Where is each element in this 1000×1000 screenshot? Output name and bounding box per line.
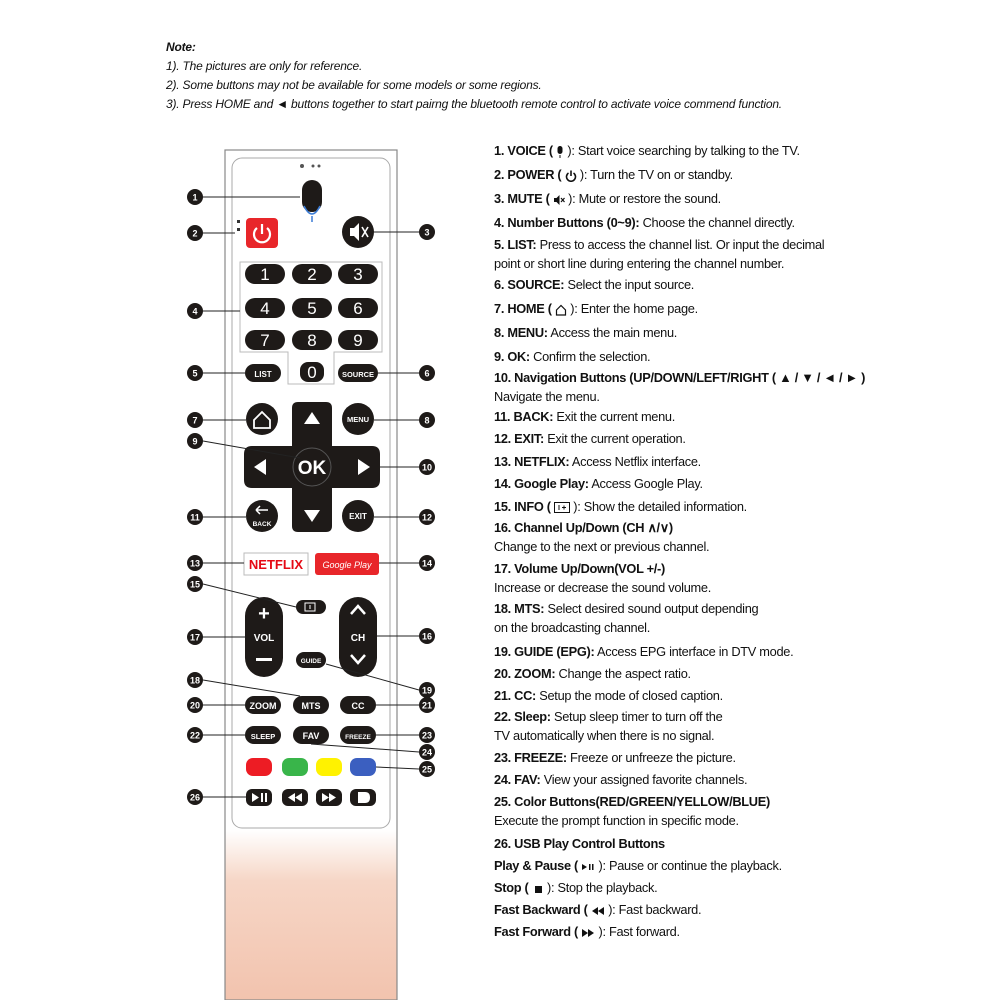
description-label: Fast Forward ( bbox=[494, 924, 578, 939]
description-item bbox=[494, 792, 770, 830]
green-button[interactable] bbox=[282, 758, 308, 776]
mute-icon bbox=[553, 194, 565, 206]
power-icon bbox=[565, 170, 577, 182]
description-label: 24. FAV: bbox=[494, 772, 541, 787]
callout-number: 21 bbox=[421, 700, 433, 711]
description-item bbox=[494, 770, 747, 789]
description-label: 1. VOICE ( bbox=[494, 143, 553, 158]
callout-number: 2 bbox=[192, 228, 198, 239]
svg-text:6: 6 bbox=[353, 299, 363, 318]
callout-badge bbox=[419, 628, 435, 644]
callout-badge bbox=[187, 189, 203, 205]
fast-backward-icon bbox=[591, 906, 605, 916]
description-text: Change the aspect ratio. bbox=[555, 666, 691, 681]
description-label: 4. Number Buttons (0~9): bbox=[494, 215, 640, 230]
svg-text:Google Play: Google Play bbox=[322, 560, 372, 570]
description-item bbox=[494, 452, 701, 471]
svg-text:7: 7 bbox=[260, 331, 270, 350]
fav-button[interactable] bbox=[293, 726, 329, 744]
description-text: Access Google Play. bbox=[588, 476, 703, 491]
callout-number: 22 bbox=[189, 730, 201, 741]
stop-icon bbox=[358, 792, 370, 803]
description-text: ): Mute or restore the sound. bbox=[568, 191, 721, 206]
description-text: Access Netflix interface. bbox=[569, 454, 701, 469]
callout-number: 26 bbox=[189, 792, 201, 803]
callout-badge bbox=[419, 761, 435, 777]
callout-badge bbox=[419, 459, 435, 475]
description-item bbox=[494, 299, 698, 318]
description-item bbox=[494, 474, 703, 493]
freeze-button[interactable] bbox=[340, 726, 376, 744]
description-label: 3. MUTE ( bbox=[494, 191, 550, 206]
home-icon bbox=[555, 304, 567, 316]
description-label: 23. FREEZE: bbox=[494, 750, 567, 765]
svg-text:OK: OK bbox=[297, 458, 327, 479]
description-text: ): Stop the playback. bbox=[546, 880, 658, 895]
description-label: 25. Color Buttons(RED/GREEN/YELLOW/BLUE) bbox=[494, 794, 770, 809]
description-text: point or short line during entering the channel number. bbox=[494, 256, 785, 271]
callout-badge bbox=[419, 682, 435, 698]
info-icon bbox=[554, 502, 570, 513]
description-text: ): Pause or continue the playback. bbox=[598, 858, 782, 873]
description-item bbox=[494, 748, 736, 767]
description-label: 12. EXIT: bbox=[494, 431, 544, 446]
callout-number: 15 bbox=[189, 579, 201, 590]
red-button[interactable] bbox=[246, 758, 272, 776]
description-label: 8. MENU: bbox=[494, 325, 548, 340]
description-label: 17. Volume Up/Down(VOL +/-) bbox=[494, 561, 665, 576]
description-item bbox=[494, 235, 824, 273]
ir-led bbox=[318, 165, 321, 168]
digit-button[interactable] bbox=[292, 298, 332, 318]
mute-button[interactable] bbox=[342, 216, 374, 248]
svg-text:SOURCE: SOURCE bbox=[341, 370, 375, 379]
svg-text:ZOOM: ZOOM bbox=[249, 701, 277, 711]
description-text: ): Turn the TV on or standby. bbox=[579, 167, 733, 182]
description-text: Change to the next or previous channel. bbox=[494, 539, 710, 554]
info-button[interactable] bbox=[296, 600, 326, 614]
callout-badge bbox=[187, 365, 203, 381]
description-text: Press to access the channel list. Or input the decimal bbox=[536, 237, 825, 252]
description-label: 2. POWER ( bbox=[494, 167, 562, 182]
callout-number: 24 bbox=[421, 747, 433, 758]
description-item bbox=[494, 275, 694, 294]
callout-number: 3 bbox=[424, 227, 430, 238]
description-item bbox=[494, 878, 657, 897]
zoom-button[interactable] bbox=[245, 696, 281, 714]
description-label: 11. BACK: bbox=[494, 409, 554, 424]
digit-button[interactable] bbox=[245, 264, 285, 284]
callout-number: 16 bbox=[421, 631, 433, 642]
description-text: ): Enter the home page. bbox=[570, 301, 698, 316]
play-pause-icon bbox=[581, 862, 595, 872]
description-item bbox=[494, 642, 793, 661]
description-item bbox=[494, 664, 691, 683]
svg-text:NETFLIX: NETFLIX bbox=[248, 557, 304, 572]
digit-button[interactable] bbox=[300, 362, 324, 382]
description-text: Navigate the menu. bbox=[494, 389, 600, 404]
description-item bbox=[494, 213, 795, 232]
cc-button[interactable] bbox=[340, 696, 376, 714]
svg-text:3: 3 bbox=[353, 265, 363, 284]
svg-text:VOL: VOL bbox=[253, 633, 275, 644]
description-label: 19. GUIDE (EPG): bbox=[494, 644, 595, 659]
callout-badge bbox=[419, 727, 435, 743]
description-label: 5. LIST: bbox=[494, 237, 537, 252]
description-text: ): Show the detailed information. bbox=[573, 499, 747, 514]
callout-badge bbox=[419, 412, 435, 428]
callout-number: 17 bbox=[189, 632, 201, 643]
volume-up-button[interactable]: + bbox=[258, 603, 270, 625]
description-item bbox=[494, 856, 782, 875]
description-item bbox=[494, 518, 709, 556]
blue-button[interactable] bbox=[350, 758, 376, 776]
digit-button[interactable] bbox=[292, 330, 332, 350]
description-item bbox=[494, 368, 865, 406]
ok-button[interactable] bbox=[293, 448, 331, 486]
callout-number: 18 bbox=[189, 675, 201, 686]
description-item bbox=[494, 922, 680, 941]
description-item bbox=[494, 347, 650, 366]
description-label: Play & Pause ( bbox=[494, 858, 578, 873]
svg-text:5: 5 bbox=[307, 299, 317, 318]
description-label: 22. Sleep: bbox=[494, 709, 551, 724]
callout-badge bbox=[419, 697, 435, 713]
description-text: Setup the mode of closed caption. bbox=[536, 688, 723, 703]
description-label: 14. Google Play: bbox=[494, 476, 589, 491]
description-item bbox=[494, 141, 800, 160]
callout-badge bbox=[187, 789, 203, 805]
description-text: Choose the channel directly. bbox=[639, 215, 795, 230]
volume-rocker[interactable] bbox=[245, 597, 283, 677]
description-label: 6. SOURCE: bbox=[494, 277, 565, 292]
ir-led bbox=[312, 165, 315, 168]
description-text: ): Start voice searching by talking to the TV. bbox=[567, 143, 800, 158]
description-label: 15. INFO ( bbox=[494, 499, 551, 514]
note-heading: Note: bbox=[166, 40, 196, 54]
description-text: TV automatically when there is no signal. bbox=[494, 728, 715, 743]
svg-text:CH: CH bbox=[350, 633, 366, 644]
callout-badge bbox=[187, 697, 203, 713]
description-label: 26. USB Play Control Buttons bbox=[494, 836, 665, 851]
volume-down-button[interactable] bbox=[256, 658, 272, 661]
callout-number: 1 bbox=[192, 192, 198, 203]
fast-backward-button[interactable] bbox=[282, 789, 308, 806]
mts-button[interactable] bbox=[293, 696, 329, 714]
svg-text:EXIT: EXIT bbox=[349, 512, 367, 521]
remote-diagram bbox=[0, 0, 480, 1000]
svg-text:BACK: BACK bbox=[252, 521, 272, 528]
svg-text:GUIDE: GUIDE bbox=[300, 658, 322, 665]
svg-text:MTS: MTS bbox=[301, 701, 321, 711]
callout-badge bbox=[187, 412, 203, 428]
description-item bbox=[494, 323, 677, 342]
description-item bbox=[494, 834, 665, 853]
description-text: Freeze or unfreeze the picture. bbox=[566, 750, 736, 765]
guide-button[interactable] bbox=[296, 652, 326, 668]
description-item bbox=[494, 559, 711, 597]
callout-number: 4 bbox=[192, 306, 198, 317]
callout-badge bbox=[419, 509, 435, 525]
description-text: Access the main menu. bbox=[547, 325, 678, 340]
svg-text:LIST: LIST bbox=[254, 370, 272, 379]
description-label: 20. ZOOM: bbox=[494, 666, 556, 681]
description-item bbox=[494, 707, 722, 745]
description-item bbox=[494, 686, 723, 705]
callout-number: 9 bbox=[192, 436, 198, 447]
description-item bbox=[494, 189, 721, 208]
callout-number: 5 bbox=[192, 368, 198, 379]
fast-forward-icon bbox=[581, 928, 595, 938]
callout-badge bbox=[419, 744, 435, 760]
svg-text:0: 0 bbox=[307, 363, 317, 382]
description-label: 13. NETFLIX: bbox=[494, 454, 570, 469]
stop-button[interactable] bbox=[350, 789, 376, 806]
description-label: 16. Channel Up/Down (CH ∧/∨) bbox=[494, 520, 673, 535]
digit-button[interactable] bbox=[245, 298, 285, 318]
description-item bbox=[494, 599, 758, 637]
callout-badge bbox=[187, 727, 203, 743]
exit-button[interactable] bbox=[342, 500, 374, 532]
callout-number: 10 bbox=[421, 462, 433, 473]
callout-number: 6 bbox=[424, 368, 430, 379]
description-text: Select desired sound output depending bbox=[544, 601, 759, 616]
description-item bbox=[494, 429, 686, 448]
svg-text:4: 4 bbox=[260, 299, 270, 318]
play-pause-button[interactable] bbox=[246, 789, 272, 806]
description-item bbox=[494, 497, 747, 516]
description-text: Exit the current operation. bbox=[543, 431, 686, 446]
callout-number: 12 bbox=[421, 512, 433, 523]
callout-badge bbox=[187, 629, 203, 645]
callout-number: 19 bbox=[421, 685, 433, 696]
svg-text:FREEZE: FREEZE bbox=[345, 734, 371, 741]
note-line: 1). The pictures are only for reference. bbox=[166, 59, 363, 73]
description-label: 18. MTS: bbox=[494, 601, 545, 616]
callout-badge bbox=[187, 225, 203, 241]
google-play-button[interactable] bbox=[315, 553, 379, 575]
callout-badge bbox=[187, 672, 203, 688]
callout-badge bbox=[187, 303, 203, 319]
stop-icon bbox=[532, 884, 544, 894]
callout-badge bbox=[419, 365, 435, 381]
callout-badge bbox=[419, 555, 435, 571]
callout-number: 13 bbox=[189, 558, 201, 569]
description-item bbox=[494, 407, 675, 426]
description-text: ): Fast forward. bbox=[598, 924, 680, 939]
remote-illustration bbox=[0, 0, 480, 1000]
callout-number: 25 bbox=[421, 764, 433, 775]
list-button[interactable] bbox=[245, 364, 281, 382]
callout-number: 7 bbox=[192, 415, 198, 426]
power-button[interactable] bbox=[246, 218, 278, 248]
description-text: Exit the current menu. bbox=[553, 409, 676, 424]
description-text: View your assigned favorite channels. bbox=[540, 772, 748, 787]
source-button[interactable] bbox=[338, 364, 378, 382]
digit-button[interactable] bbox=[338, 330, 378, 350]
description-label: 7. HOME ( bbox=[494, 301, 552, 316]
description-text: Increase or decrease the sound volume. bbox=[494, 580, 711, 595]
callout-badge bbox=[187, 433, 203, 449]
callout-badge bbox=[419, 224, 435, 240]
digit-button[interactable] bbox=[292, 264, 332, 284]
fast-forward-button[interactable] bbox=[316, 789, 342, 806]
svg-text:8: 8 bbox=[307, 331, 317, 350]
home-button[interactable] bbox=[246, 403, 278, 435]
svg-text:MENU: MENU bbox=[346, 415, 370, 424]
svg-text:SLEEP: SLEEP bbox=[250, 732, 276, 741]
yellow-button[interactable] bbox=[316, 758, 342, 776]
note-line: 2). Some buttons may not be available for some models or some regions. bbox=[166, 78, 542, 92]
callout-number: 11 bbox=[190, 512, 200, 523]
description-text: Access EPG interface in DTV mode. bbox=[594, 644, 794, 659]
menu-button[interactable] bbox=[342, 403, 374, 435]
svg-text:2: 2 bbox=[307, 265, 317, 284]
callout-badge bbox=[187, 555, 203, 571]
sleep-button[interactable] bbox=[245, 726, 281, 744]
digit-button[interactable] bbox=[338, 264, 378, 284]
description-text: Select the input source. bbox=[564, 277, 695, 292]
mic-icon bbox=[556, 146, 564, 158]
callout-badge bbox=[187, 509, 203, 525]
note-line: 3). Press HOME and ◄ buttons together to start pairng the bluetooth remote control to activate voice commend function. bbox=[166, 97, 782, 111]
description-text: Setup sleep timer to turn off the bbox=[550, 709, 723, 724]
netflix-button[interactable] bbox=[244, 553, 308, 575]
description-label: 9. OK: bbox=[494, 349, 530, 364]
description-label: 10. Navigation Buttons (UP/DOWN/LEFT/RIGHT ( ▲ / ▼ / ◄ / ► ) bbox=[494, 370, 866, 385]
digit-button[interactable] bbox=[338, 298, 378, 318]
digit-button[interactable] bbox=[245, 330, 285, 350]
description-text: on the broadcasting channel. bbox=[494, 620, 650, 635]
svg-text:FAV: FAV bbox=[302, 731, 320, 741]
svg-text:1: 1 bbox=[260, 265, 270, 284]
description-label: Fast Backward ( bbox=[494, 902, 588, 917]
description-item bbox=[494, 900, 701, 919]
description-label: 21. CC: bbox=[494, 688, 536, 703]
channel-rocker[interactable] bbox=[339, 597, 377, 677]
svg-text:9: 9 bbox=[353, 331, 363, 350]
svg-text:CC: CC bbox=[351, 701, 365, 711]
callout-number: 8 bbox=[424, 415, 430, 426]
callout-number: 14 bbox=[421, 558, 433, 569]
back-button[interactable] bbox=[246, 500, 278, 532]
ir-led bbox=[300, 164, 304, 168]
description-text: Execute the prompt function in specific mode. bbox=[494, 813, 739, 828]
callout-badge bbox=[187, 576, 203, 592]
description-text: Confirm the selection. bbox=[529, 349, 651, 364]
callout-number: 20 bbox=[189, 700, 201, 711]
description-item bbox=[494, 165, 733, 184]
callout-number: 23 bbox=[421, 730, 433, 741]
description-text: ): Fast backward. bbox=[608, 902, 702, 917]
description-label: Stop ( bbox=[494, 880, 529, 895]
